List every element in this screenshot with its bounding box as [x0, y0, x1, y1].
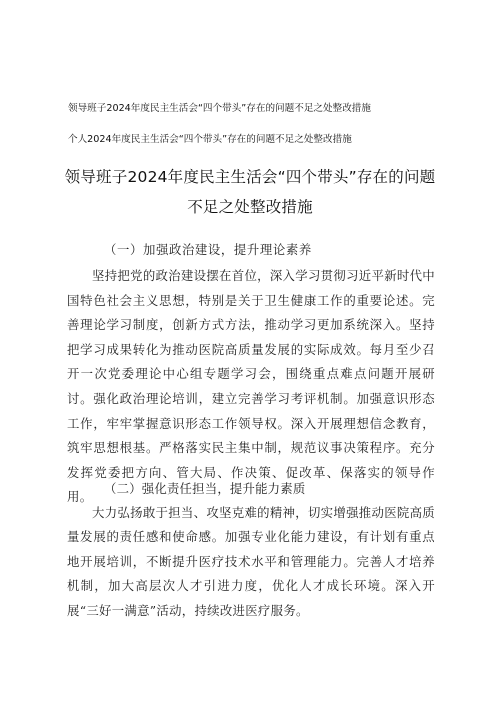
section-1-paragraph: 坚持把党的政治建设摆在首位，深入学习贯彻习近平新时代中国特色社会主义思想，特别是关于卫生健康工作的重要论述。完善理论学习制度，创新方式方法，推动学习更加系统深入。坚持把学习成果转化为推动医院高质量发展的实际成效。每月至少召开一次党委理论中心组专题学习会，围绕重点难点问题开展研讨。强化政治理论培训，建立完善学习考评机制。加强意识形态工作，牢牢掌握意识形态工作领导权。深入开展理想信念教育，筑牢思想根基。严格落实民主集中制，规范议事决策程序。充分发挥党委把方向、管大局、作决策、促改革、保落实的领导作用。 — [67, 268, 435, 505]
document-title-line-1: 领导班子2024年度民主生活会“四个带头”存在的问题 — [64, 168, 436, 186]
section-2-heading: （二）强化责任担当，提升能力素质 — [104, 481, 306, 496]
toc-entry-2[interactable]: 个人2024年度民主生活会“四个带头”存在的问题不足之处整改措施 — [68, 134, 352, 145]
document-title-line-2: 不足之处整改措施 — [187, 198, 313, 216]
section-1-heading: （一）加强政治建设，提升理论素养 — [104, 242, 312, 257]
toc-entry-1[interactable]: 领导班子2024年度民主生活会“四个带头”存在的问题不足之处整改措施 — [68, 103, 371, 114]
section-1-body — [67, 264, 435, 510]
section-2-body — [67, 501, 435, 623]
section-2-paragraph: 大力弘扬敢于担当、攻坚克难的精神，切实增强推动医院高质量发展的责任感和使命感。加强专业化能力建设，有计划有重点地开展培训，不断提升医疗技术水平和管理能力。完善人才培养机制，加大高层次人才引进力度，优化人才成长环境。深入开展“三好一满意”活动，持续改进医疗服务。 — [67, 505, 435, 618]
